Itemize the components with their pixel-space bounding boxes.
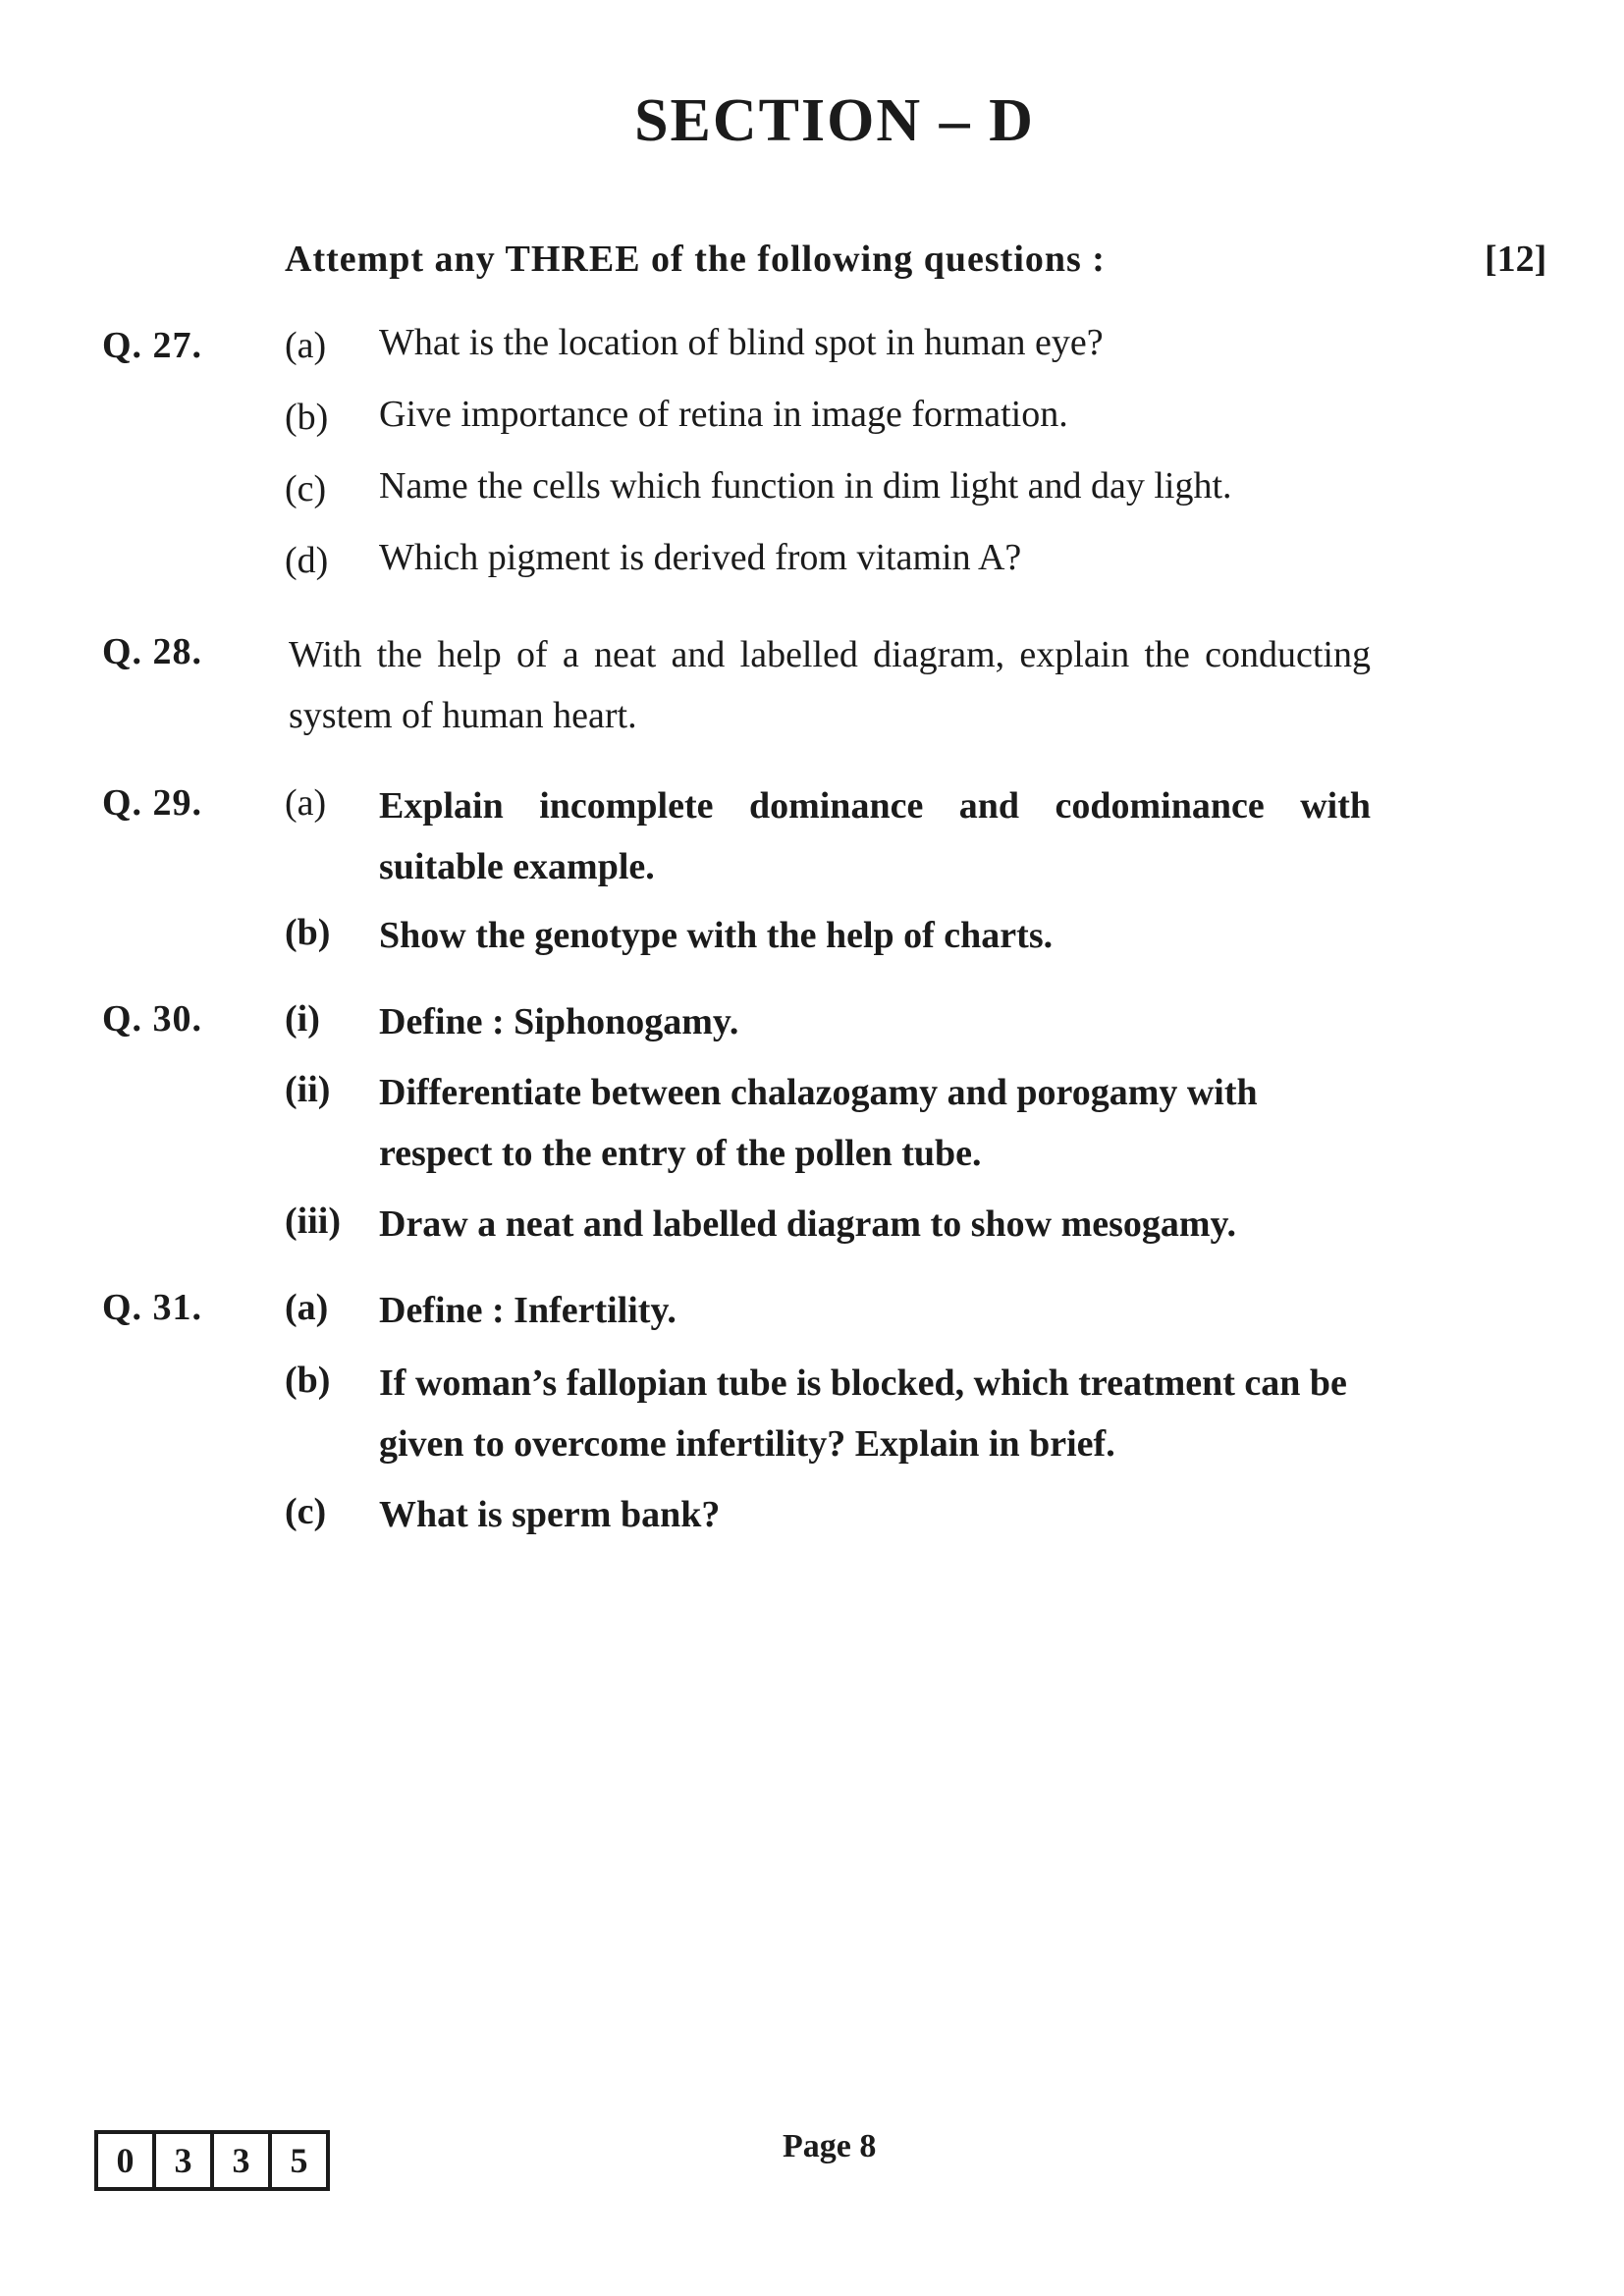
part-label: (a) bbox=[285, 782, 327, 824]
part-label: (iii) bbox=[285, 1201, 341, 1242]
part-label: (b) bbox=[285, 912, 331, 953]
part-text: Define : Siphonogamy. bbox=[379, 1001, 739, 1042]
part-label: (b) bbox=[285, 1360, 331, 1401]
part-text: Show the genotype with the help of charts. bbox=[379, 915, 1054, 956]
paper-code-digit: 0 bbox=[98, 2134, 156, 2187]
part-text: Draw a neat and labelled diagram to show mesogamy. bbox=[379, 1203, 1236, 1245]
part-text: Define : Infertility. bbox=[379, 1290, 677, 1331]
question-text: With the help of a neat and labelled diagram, explain the conducting system of human heart. bbox=[289, 634, 1371, 736]
part-text: Differentiate between chalazogamy and porogamy with respect to the entry of the pollen tube. bbox=[379, 1072, 1258, 1174]
question-number: Q. 30. bbox=[102, 998, 203, 1040]
part-label: (i) bbox=[285, 998, 320, 1040]
paper-code-digit: 5 bbox=[290, 2141, 308, 2180]
paper-code-digit: 3 bbox=[214, 2134, 272, 2187]
part-label: (c) bbox=[285, 468, 327, 509]
part-label: (b) bbox=[285, 397, 329, 438]
question-number: Q. 28. bbox=[102, 631, 203, 672]
section-title: SECTION – D bbox=[634, 87, 1035, 154]
part-label: (a) bbox=[285, 1287, 329, 1328]
part-text: Name the cells which function in dim light and day light. bbox=[379, 465, 1232, 507]
part-text: Give importance of retina in image formation. bbox=[379, 394, 1068, 435]
part-label: (c) bbox=[285, 1491, 327, 1532]
part-label: (a) bbox=[285, 325, 327, 366]
part-text: If woman’s fallopian tube is blocked, which treatment can be given to overcome infertility? Explain in brief. bbox=[379, 1362, 1347, 1465]
part-text: Which pigment is derived from vitamin A? bbox=[379, 537, 1022, 578]
part-text: Explain incomplete dominance and codominance with suitable example. bbox=[379, 785, 1371, 887]
question-number: Q. 27. bbox=[102, 325, 203, 366]
page-number: Page 8 bbox=[783, 2128, 877, 2164]
part-label: (ii) bbox=[285, 1069, 331, 1110]
instruction-text: Attempt any THREE of the following questions : bbox=[285, 239, 1106, 280]
part-text: What is the location of blind spot in human eye? bbox=[379, 322, 1104, 363]
paper-code-digit: 3 bbox=[156, 2134, 214, 2187]
question-number: Q. 31. bbox=[102, 1287, 203, 1328]
paper-code bbox=[94, 2130, 330, 2191]
part-label: (d) bbox=[285, 540, 329, 581]
question-number: Q. 29. bbox=[102, 782, 203, 824]
marks-label: [12] bbox=[1485, 239, 1547, 280]
part-text: What is sperm bank? bbox=[379, 1494, 721, 1535]
